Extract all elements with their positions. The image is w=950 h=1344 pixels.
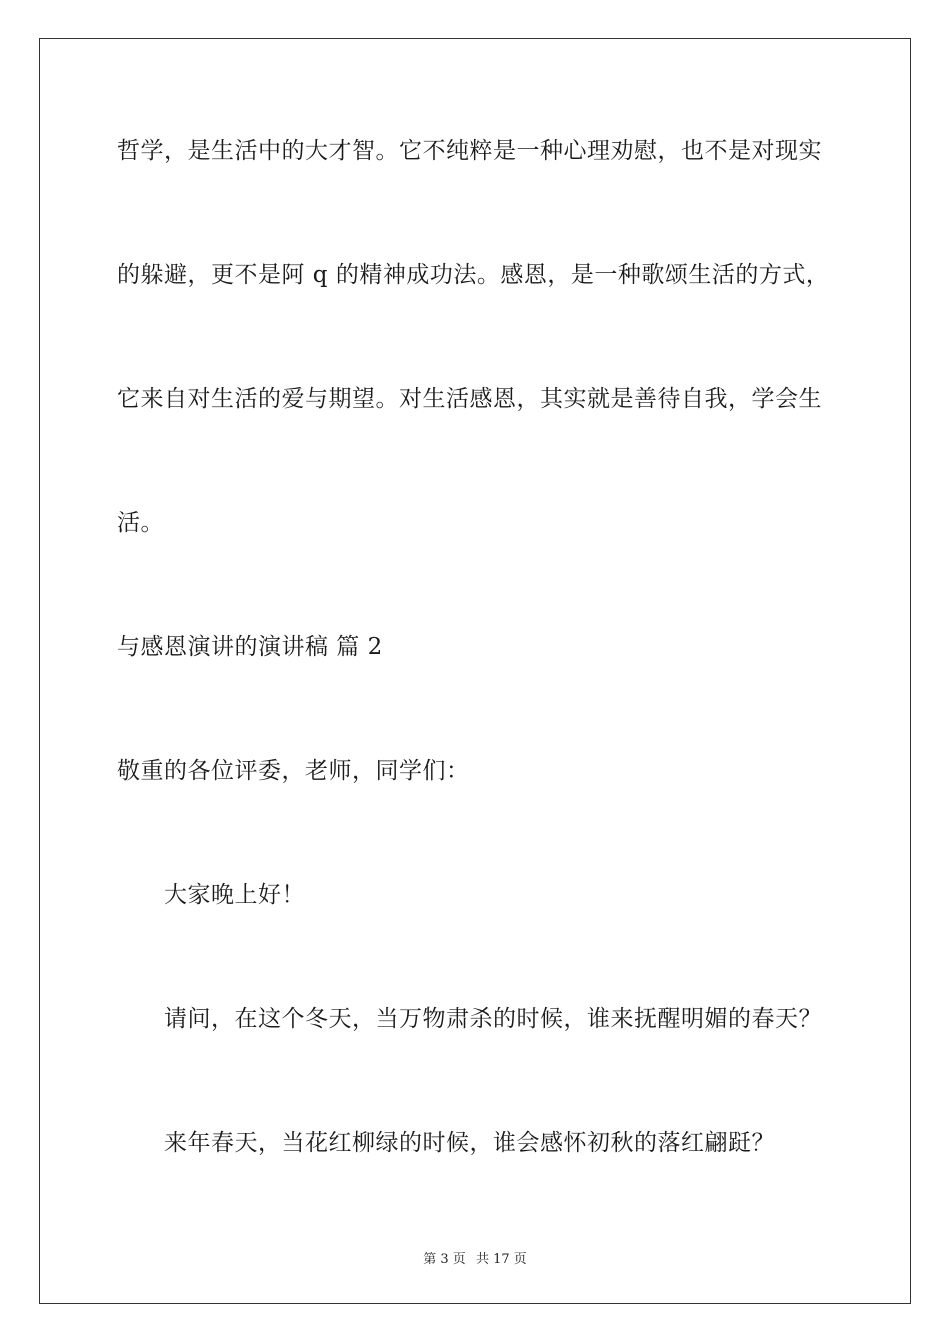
section-title: 与感恩演讲的演讲稿 篇 2 xyxy=(117,634,383,660)
paragraph-line-2: 的躲避，更不是阿 q 的精神成功法。感恩，是一种歌颂生活的方式， xyxy=(117,262,830,288)
question-1: 请问，在这个冬天，当万物肃杀的时候，谁来抚醒明媚的春天？ xyxy=(164,1006,822,1032)
paragraph-line-1: 哲学，是生活中的大才智。它不纯粹是一种心理劝慰，也不是对现实 xyxy=(117,138,822,164)
page-number: 第 3 页 xyxy=(423,1252,466,1267)
greeting: 大家晚上好！ xyxy=(164,882,305,908)
question-2: 来年春天，当花红柳绿的时候，谁会感怀初秋的落红翩跹？ xyxy=(164,1130,775,1156)
paragraph-line-4: 活。 xyxy=(117,510,164,536)
paragraph-line-3: 它来自对生活的爱与期望。对生活感恩，其实就是善待自我，学会生 xyxy=(117,386,822,412)
page-total: 共 17 页 xyxy=(475,1252,527,1267)
salutation: 敬重的各位评委，老师，同学们： xyxy=(117,758,470,784)
page-footer xyxy=(0,1248,950,1267)
page-border xyxy=(39,38,911,1304)
